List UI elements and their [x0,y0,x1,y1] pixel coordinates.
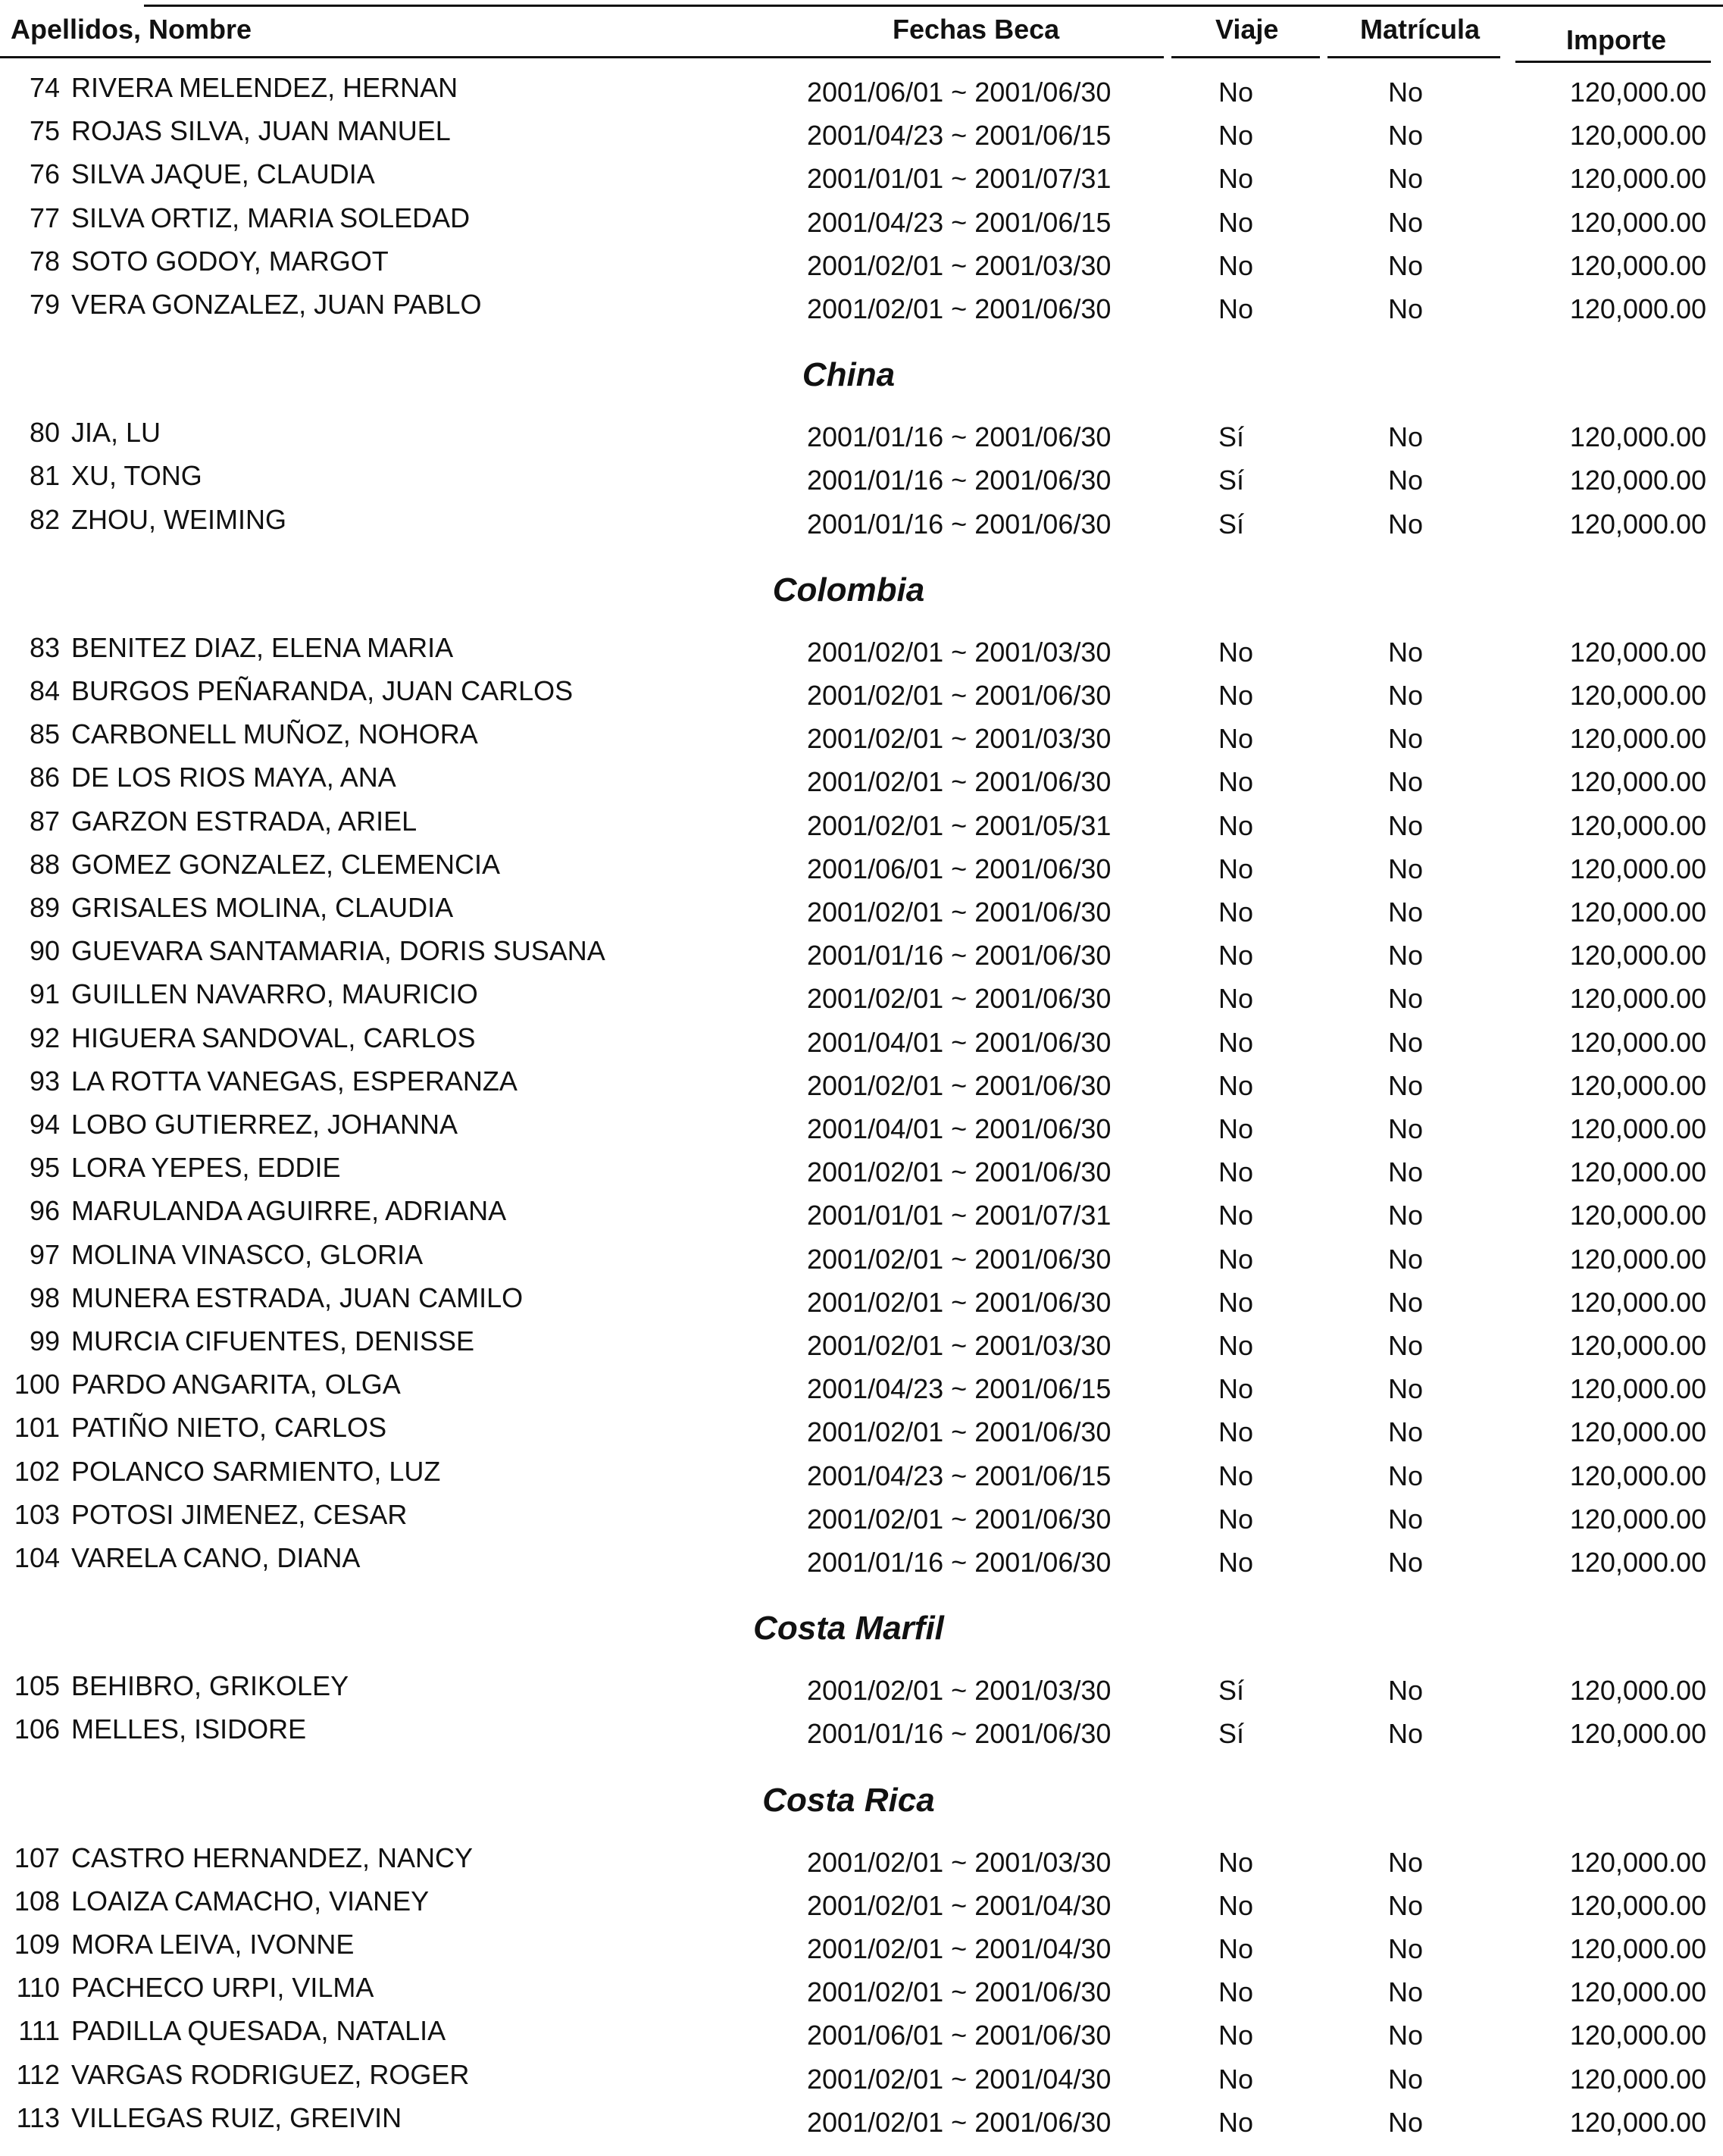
enrollment-flag: No [1388,508,1424,540]
amount: 120,000.00 [1569,1113,1706,1144]
travel-flag: No [1218,1373,1254,1404]
travel-flag: No [1218,1847,1254,1878]
row-number: 79 [29,289,60,320]
grant-dates: 2001/02/01 ~ 2001/06/30 [807,1070,1112,1101]
student-name: MOLINA VINASCO, GLORIA [71,1239,424,1270]
grant-dates: 2001/02/01 ~ 2001/03/30 [807,1675,1112,1706]
table-row [0,1195,1723,1238]
row-number: 83 [29,632,60,663]
amount: 120,000.00 [1569,983,1706,1014]
travel-flag: No [1218,983,1254,1014]
travel-flag: No [1218,1244,1254,1275]
grant-dates: 2001/02/01 ~ 2001/06/30 [807,1287,1112,1318]
row-number: 97 [29,1239,60,1270]
enrollment-flag: No [1388,766,1424,797]
header-rule-importe [1515,61,1711,63]
travel-flag: No [1218,2064,1254,2095]
enrollment-flag: No [1388,723,1424,754]
grant-dates: 2001/02/01 ~ 2001/03/30 [807,1847,1112,1878]
row-number: 94 [29,1109,60,1140]
table-row [0,1542,1723,1585]
grant-dates: 2001/01/01 ~ 2001/07/31 [807,1200,1112,1231]
amount: 120,000.00 [1569,120,1706,151]
student-name: LOAIZA CAMACHO, VIANEY [71,1885,430,1917]
grant-dates: 2001/06/01 ~ 2001/06/30 [807,2020,1112,2051]
student-name: VARGAS RODRIGUEZ, ROGER [71,2059,470,2090]
travel-flag: No [1218,207,1254,238]
travel-flag: No [1218,680,1254,711]
student-name: GUILLEN NAVARRO, MAURICIO [71,978,478,1009]
table-row [0,1972,1723,2015]
grant-dates: 2001/02/01 ~ 2001/06/30 [807,1244,1112,1275]
amount: 120,000.00 [1569,1287,1706,1318]
grant-dates: 2001/01/01 ~ 2001/07/31 [807,163,1112,194]
row-number: 87 [29,806,60,837]
amount: 120,000.00 [1569,207,1706,238]
row-number: 91 [29,978,60,1009]
amount: 120,000.00 [1569,163,1706,194]
enrollment-flag: No [1388,1287,1424,1318]
grant-dates: 2001/02/01 ~ 2001/06/30 [807,293,1112,324]
enrollment-flag: No [1388,1070,1424,1101]
amount: 120,000.00 [1569,1547,1706,1578]
grant-dates: 2001/02/01 ~ 2001/03/30 [807,1330,1112,1361]
amount: 120,000.00 [1569,940,1706,971]
student-name: PADILLA QUESADA, NATALIA [71,2015,446,2046]
grant-dates: 2001/01/16 ~ 2001/06/30 [807,465,1112,496]
row-number: 76 [29,158,60,189]
travel-flag: No [1218,1027,1254,1058]
header-rule-apellidos [0,56,805,58]
row-number: 93 [29,1065,60,1097]
travel-flag: Sí [1218,421,1245,452]
amount: 120,000.00 [1569,2020,1706,2051]
header-apellidos: Apellidos, Nombre [11,14,252,45]
enrollment-flag: No [1388,1200,1424,1231]
table-row [0,289,1723,332]
amount: 120,000.00 [1569,1416,1706,1447]
grant-dates: 2001/01/16 ~ 2001/06/30 [807,1547,1112,1578]
grant-dates: 2001/01/16 ~ 2001/06/30 [807,940,1112,971]
row-number: 104 [14,1542,60,1573]
header-fechas: Fechas Beca [893,14,1060,45]
travel-flag: Sí [1218,1718,1245,1749]
enrollment-flag: No [1388,853,1424,884]
table-row [0,935,1723,978]
enrollment-flag: No [1388,293,1424,324]
travel-flag: No [1218,897,1254,928]
enrollment-flag: No [1388,1675,1424,1706]
student-name: GRISALES MOLINA, CLAUDIA [71,892,454,923]
travel-flag: No [1218,853,1254,884]
header-importe: Importe [1566,24,1667,55]
table-row [0,246,1723,289]
travel-flag: No [1218,293,1254,324]
table-row [0,1670,1723,1713]
header-viaje: Viaje [1215,14,1279,45]
table-row [0,892,1723,935]
student-name: GUEVARA SANTAMARIA, DORIS SUSANA [71,935,605,966]
table-row [0,417,1723,460]
travel-flag: No [1218,766,1254,797]
amount: 120,000.00 [1569,508,1706,540]
row-number: 102 [14,1456,60,1487]
enrollment-flag: No [1388,1460,1424,1491]
student-name: RIVERA MELENDEZ, HERNAN [71,72,458,103]
row-number: 85 [29,718,60,749]
travel-flag: Sí [1218,465,1245,496]
student-name: SOTO GODOY, MARGOT [71,246,389,277]
grant-dates: 2001/02/01 ~ 2001/06/30 [807,680,1112,711]
amount: 120,000.00 [1569,1718,1706,1749]
travel-flag: No [1218,1504,1254,1535]
amount: 120,000.00 [1569,1933,1706,1964]
row-number: 86 [29,762,60,793]
travel-flag: No [1218,120,1254,151]
travel-flag: No [1218,1330,1254,1361]
grant-dates: 2001/06/01 ~ 2001/06/30 [807,77,1112,108]
row-number: 105 [14,1670,60,1701]
student-name: MUNERA ESTRADA, JUAN CAMILO [71,1282,524,1313]
table-row [0,1325,1723,1369]
amount: 120,000.00 [1569,1373,1706,1404]
travel-flag: No [1218,250,1254,281]
travel-flag: Sí [1218,1675,1245,1706]
student-name: JIA, LU [71,417,161,448]
table-row [0,762,1723,805]
student-name: GOMEZ GONZALEZ, CLEMENCIA [71,849,501,880]
row-number: 75 [29,115,60,146]
amount: 120,000.00 [1569,853,1706,884]
grant-dates: 2001/04/23 ~ 2001/06/15 [807,120,1112,151]
row-number: 101 [14,1412,60,1443]
enrollment-flag: No [1388,1416,1424,1447]
student-name: PACHECO URPI, VILMA [71,1972,374,2003]
grant-dates: 2001/06/01 ~ 2001/06/30 [807,853,1112,884]
enrollment-flag: No [1388,465,1424,496]
grant-dates: 2001/02/01 ~ 2001/04/30 [807,2064,1112,2095]
enrollment-flag: No [1388,810,1424,841]
travel-flag: No [1218,1156,1254,1188]
enrollment-flag: No [1388,1027,1424,1058]
student-name: SILVA JAQUE, CLAUDIA [71,158,375,189]
enrollment-flag: No [1388,120,1424,151]
row-number: 78 [29,246,60,277]
student-name: MELLES, ISIDORE [71,1713,307,1745]
grant-dates: 2001/02/01 ~ 2001/03/30 [807,250,1112,281]
grant-dates: 2001/02/01 ~ 2001/05/31 [807,810,1112,841]
amount: 120,000.00 [1569,1847,1706,1878]
grant-dates: 2001/04/23 ~ 2001/06/15 [807,1373,1112,1404]
table-row [0,1842,1723,1885]
amount: 120,000.00 [1569,1156,1706,1188]
grant-dates: 2001/04/01 ~ 2001/06/30 [807,1027,1112,1058]
student-name: CARBONELL MUÑOZ, NOHORA [71,718,478,749]
travel-flag: No [1218,1070,1254,1101]
student-name: MARULANDA AGUIRRE, ADRIANA [71,1195,507,1226]
student-name: LA ROTTA VANEGAS, ESPERANZA [71,1065,518,1097]
table-row [0,632,1723,675]
amount: 120,000.00 [1569,1976,1706,2007]
grant-dates: 2001/02/01 ~ 2001/06/30 [807,2107,1112,2138]
grant-dates: 2001/02/01 ~ 2001/04/30 [807,1933,1112,1964]
country-label: China [802,356,896,394]
travel-flag: No [1218,637,1254,668]
student-name: HIGUERA SANDOVAL, CARLOS [71,1022,476,1053]
header-rule-matricula [1327,56,1500,58]
student-name: VILLEGAS RUIZ, GREIVIN [71,2102,402,2133]
enrollment-flag: No [1388,2020,1424,2051]
enrollment-flag: No [1388,983,1424,1014]
table-row [0,72,1723,115]
travel-flag: Sí [1218,508,1245,540]
row-number: 100 [14,1369,60,1400]
table-row [0,1885,1723,1929]
student-name: MURCIA CIFUENTES, DENISSE [71,1325,475,1356]
amount: 120,000.00 [1569,1200,1706,1231]
enrollment-flag: No [1388,1244,1424,1275]
enrollment-flag: No [1388,207,1424,238]
table-row [0,1239,1723,1282]
grant-dates: 2001/02/01 ~ 2001/06/30 [807,766,1112,797]
row-number: 112 [16,2059,60,2090]
row-number: 108 [14,1885,60,1917]
grant-dates: 2001/01/16 ~ 2001/06/30 [807,1718,1112,1749]
amount: 120,000.00 [1569,766,1706,797]
amount: 120,000.00 [1569,810,1706,841]
amount: 120,000.00 [1569,465,1706,496]
table-row [0,2059,1723,2102]
grant-dates: 2001/02/01 ~ 2001/06/30 [807,1976,1112,2007]
amount: 120,000.00 [1569,1330,1706,1361]
student-name: PARDO ANGARITA, OLGA [71,1369,401,1400]
enrollment-flag: No [1388,1156,1424,1188]
travel-flag: No [1218,940,1254,971]
amount: 120,000.00 [1569,2064,1706,2095]
enrollment-flag: No [1388,680,1424,711]
enrollment-flag: No [1388,1933,1424,1964]
row-number: 82 [29,504,60,535]
enrollment-flag: No [1388,421,1424,452]
travel-flag: No [1218,77,1254,108]
travel-flag: No [1218,2107,1254,2138]
amount: 120,000.00 [1569,897,1706,928]
row-number: 99 [29,1325,60,1356]
student-name: VERA GONZALEZ, JUAN PABLO [71,289,482,320]
row-number: 95 [29,1152,60,1183]
table-row [0,1022,1723,1065]
student-name: DE LOS RIOS MAYA, ANA [71,762,396,793]
table-row [0,115,1723,158]
table-row [0,1369,1723,1412]
student-name: POLANCO SARMIENTO, LUZ [71,1456,441,1487]
travel-flag: No [1218,1287,1254,1318]
enrollment-flag: No [1388,2107,1424,2138]
enrollment-flag: No [1388,1847,1424,1878]
amount: 120,000.00 [1569,1027,1706,1058]
travel-flag: No [1218,810,1254,841]
student-name: GARZON ESTRADA, ARIEL [71,806,417,837]
row-number: 88 [29,849,60,880]
row-number: 89 [29,892,60,923]
student-name: CASTRO HERNANDEZ, NANCY [71,1842,474,1873]
travel-flag: No [1218,1416,1254,1447]
table-row [0,1412,1723,1455]
row-number: 110 [16,1972,60,2003]
amount: 120,000.00 [1569,723,1706,754]
row-number: 98 [29,1282,60,1313]
amount: 120,000.00 [1569,2107,1706,2138]
country-label: Costa Marfil [753,1610,944,1648]
enrollment-flag: No [1388,77,1424,108]
student-name: PATIÑO NIETO, CARLOS [71,1412,387,1443]
enrollment-flag: No [1388,1504,1424,1535]
enrollment-flag: No [1388,637,1424,668]
country-label: Colombia [772,571,925,609]
grant-dates: 2001/04/23 ~ 2001/06/15 [807,207,1112,238]
row-number: 81 [29,460,60,491]
grant-dates: 2001/01/16 ~ 2001/06/30 [807,421,1112,452]
table-row [0,1713,1723,1757]
enrollment-flag: No [1388,250,1424,281]
row-number: 103 [14,1499,60,1530]
table-row [0,978,1723,1022]
travel-flag: No [1218,163,1254,194]
grant-dates: 2001/01/16 ~ 2001/06/30 [807,508,1112,540]
enrollment-flag: No [1388,1890,1424,1921]
table-row [0,1456,1723,1499]
amount: 120,000.00 [1569,1244,1706,1275]
amount: 120,000.00 [1569,1070,1706,1101]
enrollment-flag: No [1388,1547,1424,1578]
travel-flag: No [1218,1933,1254,1964]
table-row [0,718,1723,762]
row-number: 111 [18,2015,60,2046]
table-row [0,1152,1723,1195]
row-number: 74 [29,72,60,103]
header-rule-fechas [793,56,1164,58]
table-row [0,806,1723,849]
table-row [0,1065,1723,1109]
student-name: BEHIBRO, GRIKOLEY [71,1670,349,1701]
amount: 120,000.00 [1569,77,1706,108]
table-row [0,158,1723,202]
row-number: 109 [14,1929,60,1960]
amount: 120,000.00 [1569,1675,1706,1706]
country-label: Costa Rica [762,1781,935,1819]
student-name: MORA LEIVA, IVONNE [71,1929,355,1960]
amount: 120,000.00 [1569,637,1706,668]
amount: 120,000.00 [1569,1504,1706,1535]
student-name: BURGOS PEÑARANDA, JUAN CARLOS [71,675,574,706]
travel-flag: No [1218,723,1254,754]
row-number: 92 [29,1022,60,1053]
row-number: 96 [29,1195,60,1226]
row-number: 84 [29,675,60,706]
table-row [0,1109,1723,1152]
enrollment-flag: No [1388,163,1424,194]
student-name: XU, TONG [71,460,202,491]
amount: 120,000.00 [1569,250,1706,281]
travel-flag: No [1218,1113,1254,1144]
grant-dates: 2001/02/01 ~ 2001/03/30 [807,723,1112,754]
grant-dates: 2001/02/01 ~ 2001/06/30 [807,1156,1112,1188]
student-name: LORA YEPES, EDDIE [71,1152,341,1183]
grant-dates: 2001/02/01 ~ 2001/06/30 [807,983,1112,1014]
amount: 120,000.00 [1569,1460,1706,1491]
enrollment-flag: No [1388,1718,1424,1749]
grant-dates: 2001/04/23 ~ 2001/06/15 [807,1460,1112,1491]
table-row [0,202,1723,246]
amount: 120,000.00 [1569,680,1706,711]
table-row [0,2015,1723,2058]
enrollment-flag: No [1388,1113,1424,1144]
row-number: 90 [29,935,60,966]
amount: 120,000.00 [1569,1890,1706,1921]
row-number: 106 [14,1713,60,1745]
travel-flag: No [1218,1200,1254,1231]
header-rule-viaje [1171,56,1320,58]
travel-flag: No [1218,1976,1254,2007]
header-matricula: Matrícula [1360,14,1481,45]
student-name: POTOSI JIMENEZ, CESAR [71,1499,408,1530]
table-row [0,1929,1723,1972]
row-number: 80 [29,417,60,448]
amount: 120,000.00 [1569,293,1706,324]
enrollment-flag: No [1388,897,1424,928]
enrollment-flag: No [1388,2064,1424,2095]
amount: 120,000.00 [1569,421,1706,452]
grant-dates: 2001/02/01 ~ 2001/06/30 [807,1416,1112,1447]
student-name: ROJAS SILVA, JUAN MANUEL [71,115,451,146]
travel-flag: No [1218,1547,1254,1578]
enrollment-flag: No [1388,940,1424,971]
grant-dates: 2001/02/01 ~ 2001/04/30 [807,1890,1112,1921]
grant-dates: 2001/02/01 ~ 2001/06/30 [807,1504,1112,1535]
travel-flag: No [1218,1890,1254,1921]
travel-flag: No [1218,2020,1254,2051]
row-number: 107 [14,1842,60,1873]
table-row [0,2102,1723,2145]
table-row [0,849,1723,892]
row-number: 77 [29,202,60,233]
travel-flag: No [1218,1460,1254,1491]
grant-dates: 2001/04/01 ~ 2001/06/30 [807,1113,1112,1144]
table-row [0,1499,1723,1542]
grant-dates: 2001/02/01 ~ 2001/06/30 [807,897,1112,928]
enrollment-flag: No [1388,1976,1424,2007]
top-rule [144,5,1723,7]
table-row [0,504,1723,547]
student-name: LOBO GUTIERREZ, JOHANNA [71,1109,458,1140]
grant-dates: 2001/02/01 ~ 2001/03/30 [807,637,1112,668]
student-name: ZHOU, WEIMING [71,504,286,535]
enrollment-flag: No [1388,1330,1424,1361]
table-row [0,460,1723,503]
table-row [0,675,1723,718]
student-name: BENITEZ DIAZ, ELENA MARIA [71,632,454,663]
enrollment-flag: No [1388,1373,1424,1404]
student-name: VARELA CANO, DIANA [71,1542,361,1573]
student-name: SILVA ORTIZ, MARIA SOLEDAD [71,202,471,233]
table-row [0,1282,1723,1325]
row-number: 113 [16,2102,60,2133]
